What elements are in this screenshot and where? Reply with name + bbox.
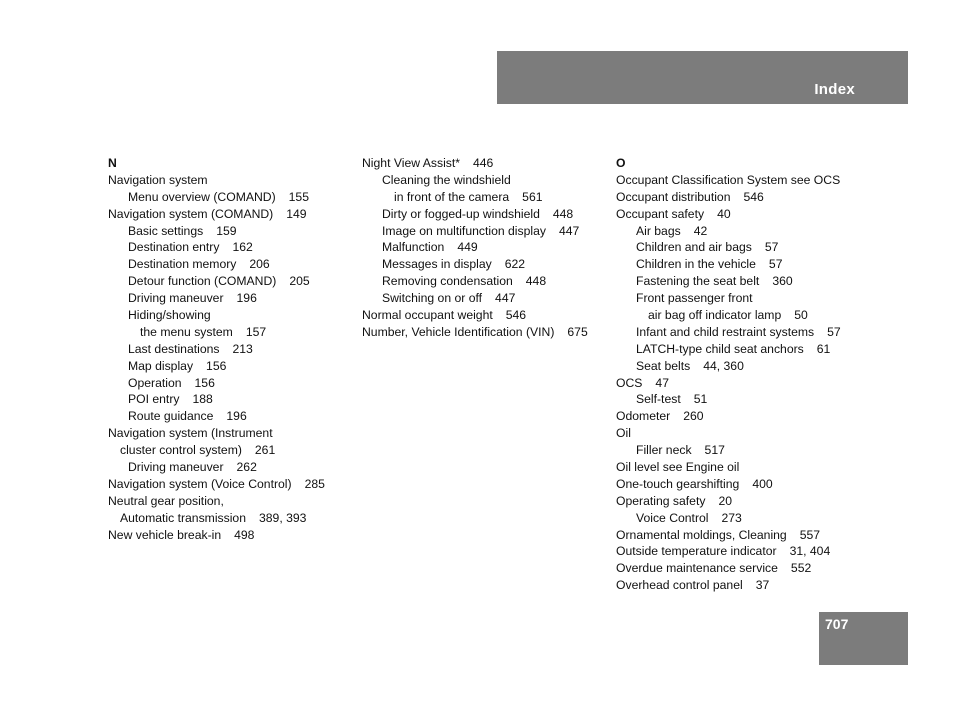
index-entry-pages: 188 (192, 392, 213, 407)
index-entry-pages: 196 (226, 409, 247, 424)
index-entry (362, 273, 612, 290)
index-entry (616, 391, 876, 408)
index-entry-pages: 57 (768, 257, 783, 272)
index-column-3 (616, 155, 876, 594)
index-entry-text: Filler neck (636, 443, 692, 458)
index-entry-text: POI entry (128, 392, 180, 407)
index-entry (108, 223, 358, 240)
index-entry-pages: 285 (304, 476, 325, 491)
index-entry (616, 206, 876, 223)
index-entry (362, 290, 612, 307)
index-entry (616, 493, 876, 510)
index-entry-pages: 37 (755, 578, 770, 593)
index-entry (108, 341, 358, 358)
index-entry-text: Malfunction (382, 240, 445, 255)
index-entry-text: Self-test (636, 392, 681, 407)
index-entry-pages: 273 (721, 510, 742, 525)
index-entry-text: Menu overview (COMAND) (128, 189, 276, 204)
index-entry-text: Switching on or off (382, 291, 483, 306)
index-entry (108, 273, 358, 290)
index-entry-pages: 156 (194, 375, 215, 390)
index-entry-text: Map display (128, 358, 194, 373)
index-entry-pages: 360 (772, 274, 793, 289)
index-entry-text: Dirty or fogged-up windshield (382, 206, 540, 221)
index-entry-pages: 447 (495, 291, 516, 306)
index-entry (362, 324, 612, 341)
index-entry-pages: 389, 393 (258, 510, 307, 525)
index-entry (362, 223, 612, 240)
index-entry-text: Infant and child restraint systems (636, 324, 815, 339)
index-entry (108, 459, 358, 476)
index-entry-pages: 57 (827, 324, 841, 339)
index-entry-text: Normal occupant weight (362, 308, 493, 323)
index-entry-pages: 51 (693, 392, 708, 407)
index-entry (616, 223, 876, 240)
index-letter-heading (616, 155, 876, 172)
index-entry-pages: 155 (288, 189, 309, 204)
index-entry-text: Voice Control (636, 510, 709, 525)
index-letter-heading (108, 155, 358, 172)
index-entry-text: Messages in display (382, 257, 492, 272)
index-entry-text: Ornamental moldings, Cleaning (616, 527, 787, 542)
index-entry-pages: 162 (232, 240, 253, 255)
index-entry-pages: 546 (505, 308, 527, 323)
index-entry (616, 459, 876, 476)
index-entry (616, 510, 876, 527)
index-entry-text: Navigation system (COMAND) (108, 206, 274, 221)
index-entry-text: Automatic transmission (120, 510, 246, 525)
index-entry (616, 172, 876, 189)
index-entry-pages: 675 (567, 324, 588, 339)
index-entry-text: Last destinations (128, 341, 220, 356)
index-entry (362, 239, 612, 256)
index-entry-pages: 57 (764, 240, 779, 255)
index-entry-pages: 447 (558, 223, 580, 238)
index-entry-pages: 50 (794, 308, 808, 323)
index-entry-text: Navigation system (Instrument (108, 426, 273, 441)
index-entry-text: OCS (616, 375, 643, 390)
index-entry (616, 290, 876, 307)
index-entry (616, 358, 876, 375)
index-entry-text: Occupant safety (616, 206, 705, 221)
index-entry-text: Detour function (COMAND) (128, 274, 277, 289)
index-entry-pages: 552 (790, 561, 812, 576)
index-entry (616, 476, 876, 493)
index-entry-pages: 546 (743, 189, 764, 204)
page-number: 707 (825, 616, 849, 632)
index-entry (616, 307, 876, 324)
index-entry-text: Oil level see Engine oil (616, 460, 740, 475)
index-entry-text: Hiding/showing (128, 308, 211, 323)
index-entry-pages: 44, 360 (703, 358, 744, 373)
index-entry (108, 493, 358, 510)
index-entry-text: Front passenger front (636, 291, 753, 306)
index-entry-text: cluster control system) (120, 443, 242, 458)
page-title: Index (814, 81, 855, 98)
index-entry-text: Driving maneuver (128, 460, 224, 475)
index-entry (108, 391, 358, 408)
index-entry (616, 560, 876, 577)
index-entry (108, 476, 358, 493)
index-entry-pages: 42 (693, 223, 708, 238)
index-entry-pages: 31, 404 (789, 544, 831, 559)
index-entry-pages: 448 (552, 206, 574, 221)
index-entry-pages: 557 (799, 527, 821, 542)
index-entry-text: Air bags (636, 223, 681, 238)
index-entry-text: Cleaning the windshield (382, 172, 511, 187)
index-entry-text: Destination memory (128, 257, 237, 272)
index-entry-text: Basic settings (128, 223, 204, 238)
index-entry-text: Odometer (616, 409, 671, 424)
index-entry-pages: 261 (254, 443, 276, 458)
index-entry-text: Destination entry (128, 240, 220, 255)
index-entry-text: Neutral gear position, (108, 493, 224, 508)
index-entry-pages: 449 (457, 240, 478, 255)
index-entry (616, 273, 876, 290)
index-entry (362, 172, 612, 189)
index-entry-pages: 561 (522, 189, 543, 204)
index-entry (108, 408, 358, 425)
index-entry (362, 206, 612, 223)
index-entry (616, 527, 876, 544)
index-entry-text: Overhead control panel (616, 578, 743, 593)
index-entry-pages: 446 (473, 156, 494, 170)
index-entry-text: Occupant distribution (616, 189, 731, 204)
index-entry-text: Route guidance (128, 409, 214, 424)
index-entry-text: air bag off indicator lamp (648, 308, 782, 323)
index-entry (108, 206, 358, 223)
index-entry-pages: 517 (704, 443, 725, 458)
index-entry (362, 256, 612, 273)
index-entry (616, 425, 876, 442)
index-entry-pages: 149 (286, 206, 307, 221)
index-entry-text: Seat belts (636, 358, 691, 373)
index-entry-text: Overdue maintenance service (616, 561, 778, 576)
page-number-box (819, 612, 908, 665)
index-entry-text: Children and air bags (636, 240, 752, 255)
index-entry (108, 256, 358, 273)
index-entry-text: Outside temperature indicator (616, 544, 777, 559)
index-entry-pages: 206 (249, 257, 270, 272)
index-column-2 (362, 155, 612, 341)
index-entry (108, 425, 358, 442)
index-entry-pages: 260 (683, 409, 704, 424)
index-entry (108, 189, 358, 206)
index-entry-text: O (616, 156, 626, 170)
index-entry-pages: 448 (525, 274, 547, 289)
index-entry (616, 408, 876, 425)
index-entry (616, 577, 876, 594)
index-entry-pages: 498 (234, 527, 255, 542)
index-entry-pages: 156 (206, 358, 227, 373)
index-entry (108, 375, 358, 392)
index-entry (108, 442, 358, 459)
index-entry-text: Image on multifunction display (382, 223, 546, 238)
index-entry-text: in front of the camera (394, 189, 510, 204)
index-entry (616, 341, 876, 358)
index-entry (616, 324, 876, 341)
index-entry-text: Navigation system (Voice Control) (108, 476, 292, 491)
index-entry-text: Occupant Classification System see OCS (616, 172, 841, 187)
index-entry (108, 307, 358, 324)
index-entry-text: Night View Assist* (362, 156, 460, 170)
index-entry-pages: 622 (504, 257, 526, 272)
index-entry-text: Oil (616, 426, 631, 441)
index-column-1 (108, 155, 358, 543)
index-entry-text: N (108, 156, 117, 170)
index-entry-pages: 400 (752, 476, 773, 491)
index-entry (108, 324, 358, 341)
index-entry-pages: 61 (816, 341, 831, 356)
index-entry (108, 172, 358, 189)
index-entry (108, 239, 358, 256)
index-entry-text: Number, Vehicle Identification (VIN) (362, 324, 555, 339)
index-entry (362, 307, 612, 324)
index-entry (108, 290, 358, 307)
index-entry-text: Driving maneuver (128, 291, 224, 306)
index-entry-text: Removing condensation (382, 274, 513, 289)
index-entry-text: Operating safety (616, 493, 706, 508)
index-entry-text: the menu system (140, 324, 233, 339)
index-entry-text: New vehicle break-in (108, 527, 222, 542)
index-entry (362, 155, 612, 172)
index-entry-pages: 157 (245, 324, 267, 339)
index-entry-pages: 262 (236, 460, 257, 475)
index-entry (108, 527, 358, 544)
index-entry-pages: 205 (289, 274, 310, 289)
index-entry-pages: 159 (216, 223, 237, 238)
index-entry-text: Navigation system (108, 172, 208, 187)
index-entry (616, 239, 876, 256)
header-bar (497, 51, 908, 104)
index-entry-pages: 213 (232, 341, 253, 356)
index-entry (616, 442, 876, 459)
index-entry (616, 189, 876, 206)
index-entry-text: Operation (128, 375, 182, 390)
index-entry-pages: 20 (718, 493, 732, 508)
index-entry-pages: 196 (236, 291, 257, 306)
index-entry-text: Children in the vehicle (636, 257, 756, 272)
index-entry (616, 543, 876, 560)
index-entry-text: Fastening the seat belt (636, 274, 760, 289)
index-entry (108, 510, 358, 527)
index-entry (616, 375, 876, 392)
index-entry (362, 189, 612, 206)
index-entry (108, 358, 358, 375)
index-entry-pages: 40 (717, 206, 731, 221)
index-entry-pages: 47 (655, 375, 669, 390)
index-entry (616, 256, 876, 273)
index-entry-text: One-touch gearshifting (616, 476, 740, 491)
index-entry-text: LATCH-type child seat anchors (636, 341, 804, 356)
